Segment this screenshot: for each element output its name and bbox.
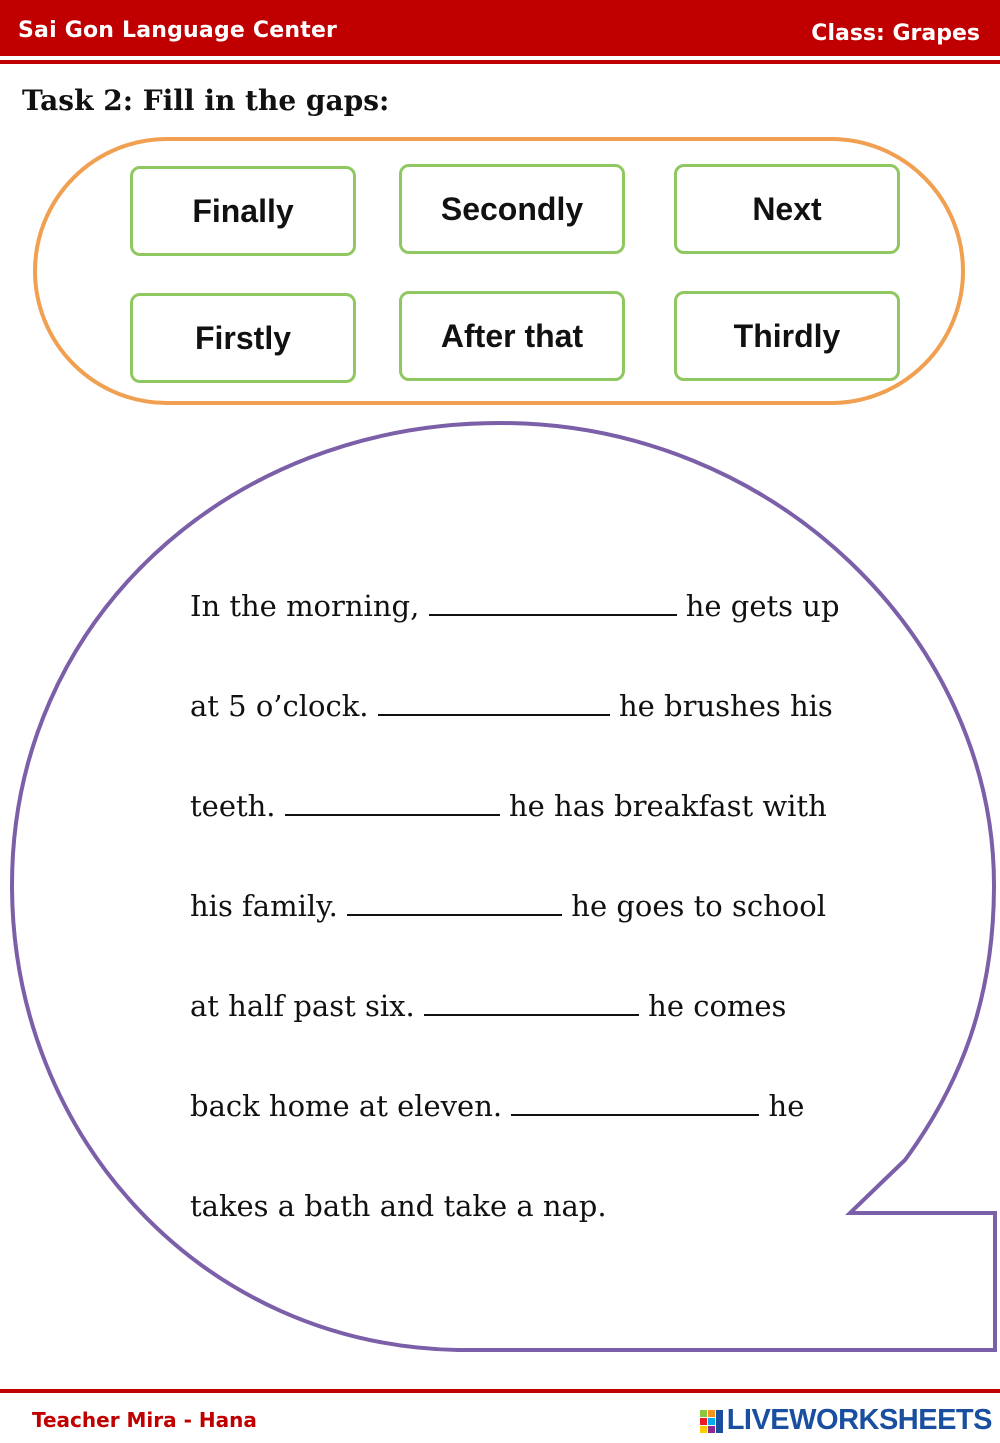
logo-text: LIVEWORKSHEETS: [726, 1404, 992, 1436]
word-option[interactable]: Firstly: [130, 293, 356, 383]
passage-line: takes a bath and take a nap.: [190, 1189, 607, 1223]
gap-input[interactable]: [378, 688, 610, 716]
gap-input[interactable]: [285, 788, 500, 816]
word-option[interactable]: Secondly: [399, 164, 625, 254]
passage-line: at half past six. he comes: [190, 989, 787, 1023]
word-option[interactable]: Finally: [130, 166, 356, 256]
passage-line: back home at eleven. he: [190, 1089, 805, 1123]
footer-divider: [0, 1389, 1000, 1393]
gap-input[interactable]: [424, 988, 639, 1016]
word-option[interactable]: Next: [674, 164, 900, 254]
gap-input[interactable]: [347, 888, 562, 916]
school-name: Sai Gon Language Center: [18, 18, 338, 43]
class-name: Class: Grapes: [811, 21, 980, 46]
teacher-name: Teacher Mira - Hana: [32, 1408, 257, 1432]
liveworksheets-logo-icon: [699, 1408, 725, 1434]
word-option[interactable]: Thirdly: [674, 291, 900, 381]
gap-input[interactable]: [511, 1088, 759, 1116]
task-title: Task 2: Fill in the gaps:: [22, 84, 390, 117]
word-option[interactable]: After that: [399, 291, 625, 381]
passage-line: In the morning, he gets up: [190, 589, 840, 623]
passage-line: at 5 o’clock. he brushes his: [190, 689, 833, 723]
passage-line: his family. he goes to school: [190, 889, 826, 923]
liveworksheets-logo: [699, 1404, 992, 1437]
passage-line: teeth. he has breakfast with: [190, 789, 827, 823]
gap-input[interactable]: [429, 588, 677, 616]
